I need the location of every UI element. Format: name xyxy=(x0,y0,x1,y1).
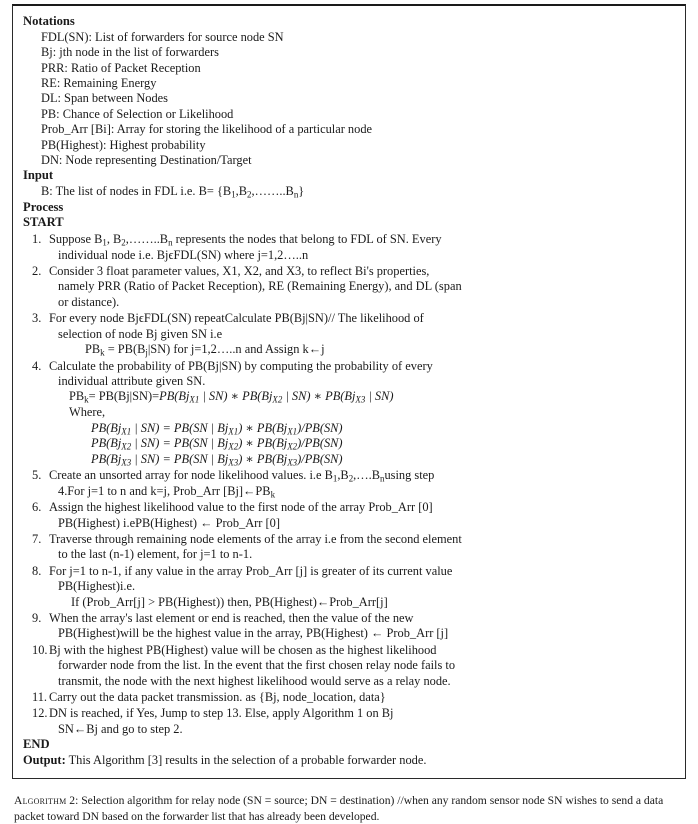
eq-term-2-end: | SN) xyxy=(282,389,311,404)
where1-c-sub: X1 xyxy=(287,425,298,436)
step1-a: Suppose B xyxy=(49,232,103,247)
algorithm-step xyxy=(23,611,675,642)
input-sub-1: 1 xyxy=(231,189,236,200)
step-number: 7. xyxy=(32,531,42,546)
step1-d: represents the nodes that belong to FDL of SN. Every xyxy=(172,232,442,247)
notation-item: FDL(SN): List of forwarders for source node SN xyxy=(41,29,284,44)
where3-b-sub: X3 xyxy=(228,457,239,468)
where1-b-sub: X1 xyxy=(228,425,239,436)
input-line xyxy=(23,184,675,199)
caption-separator: : xyxy=(75,794,82,808)
step-number: 3. xyxy=(32,311,42,326)
step-number: 1. xyxy=(32,232,42,247)
algorithm-step xyxy=(23,359,675,390)
step8-line2: PB(Highest)i.e. xyxy=(58,579,136,594)
where3-c-sub: X3 xyxy=(287,457,298,468)
step2-line3: or distance). xyxy=(58,294,120,309)
step-number: 12. xyxy=(32,706,48,721)
step5-line2 xyxy=(49,484,675,499)
step3-eq-b: = PB(B xyxy=(104,342,146,357)
end-label: END xyxy=(23,737,50,752)
step-text xyxy=(49,564,675,610)
input-mid-2: ,……..B xyxy=(251,184,294,199)
step1-line2: individual node i.e. BjϵFDL(SN) where j=1,2…..n xyxy=(58,247,309,262)
algorithm-step xyxy=(23,311,675,357)
step10-line1: Bj with the highest PB(Highest) value will be chosen as the highest likelihood xyxy=(49,642,437,657)
step4-line2: individual attribute given SN. xyxy=(58,373,206,388)
step9-line1: When the array's last element or end is reached, then the value of the new xyxy=(49,610,414,625)
step-text xyxy=(49,706,675,737)
where-equation xyxy=(23,452,675,468)
notation-item: PB: Chance of Selection or Likelihood xyxy=(41,106,234,121)
step6-line2: PB(Highest) i.ePB(Highest) ← Prob_Arr [0] xyxy=(58,515,280,530)
step5-line2-a: 4.For j=1 to n and k=j, Prob_Arr [Bj]←PB xyxy=(58,483,271,498)
notation-item: PRR: Ratio of Packet Reception xyxy=(41,60,201,75)
step3-eq-c: |SN) for j=1,2…..n and Assign k←j xyxy=(147,342,325,357)
step3-eq-sub-k: k xyxy=(100,347,105,358)
eq-term-3: PB(Bj xyxy=(325,389,356,404)
where1-a: PB(Bj xyxy=(91,420,122,435)
step3-line1: For every node BjϵFDL(SN) repeatCalculate PB(Bj|SN)// The likelihood of xyxy=(49,311,424,326)
algorithm-step xyxy=(23,468,675,499)
algorithm-step xyxy=(23,690,675,705)
step5-sub-1: 1 xyxy=(332,473,338,484)
eq-term-2: PB(Bj xyxy=(242,389,273,404)
where-equation xyxy=(23,421,675,437)
notation-item: PB(Highest): Highest probability xyxy=(41,137,206,152)
step7-line1: Traverse through remaining node elements of the array i.e from the second element xyxy=(49,531,462,546)
step1-sub-1: 1 xyxy=(102,237,107,248)
step1-c: ,……..B xyxy=(125,232,169,247)
step6-line1: Assign the highest likelihood value to the first node of the array Prob_Arr [0] xyxy=(49,500,433,515)
step-number: 9. xyxy=(32,610,42,625)
output-line xyxy=(23,753,675,768)
step-text xyxy=(49,611,675,642)
eq-lhs-a: PB xyxy=(69,389,85,404)
step2-line2: namely PRR (Ratio of Packet Reception), RE (Remaining Energy), and DL (span xyxy=(58,279,462,294)
notation-item: Bj: jth node in the list of forwarders xyxy=(41,45,219,60)
step5-sub-2: 2 xyxy=(348,473,354,484)
algorithm-step xyxy=(23,643,675,689)
step2-line1: Consider 3 float parameter values, X1, X2, and X3, to reflect Bi's properties, xyxy=(49,264,430,279)
step-number: 2. xyxy=(32,264,42,279)
output-text: This Algorithm [3] results in the selection of a probable forwarder node. xyxy=(68,752,427,767)
notations-heading: Notations xyxy=(23,14,75,28)
step1-b: , B xyxy=(106,232,122,247)
eq-lhs-sub: k xyxy=(84,394,89,405)
algorithm-page xyxy=(0,4,698,823)
where1-d: )/PB(SN) xyxy=(297,420,343,435)
output-label: Output: xyxy=(23,752,66,767)
input-mid-1: ,B xyxy=(235,184,248,199)
input-sub-3: n xyxy=(293,189,299,200)
caption-label: Algorithm xyxy=(14,794,67,808)
caption-text: Selection algorithm for relay node (SN = source; DN = destination) //when any random sensor node SN wishes to send a data packet toward DN based on the forwarder list that has already been developed. xyxy=(14,794,664,823)
input-heading: Input xyxy=(23,168,54,183)
where2-a: PB(Bj xyxy=(91,436,122,451)
where-label: Where, xyxy=(69,404,106,419)
where2-d: )/PB(SN) xyxy=(297,436,343,451)
step12-line1: DN is reached, if Yes, Jump to step 13. Else, apply Algorithm 1 on Bj xyxy=(49,706,394,721)
algorithm-step xyxy=(23,706,675,737)
eq-term-1: PB(Bj xyxy=(159,389,190,404)
eq-operator-1: ∗ xyxy=(227,389,243,404)
step-text xyxy=(49,264,675,310)
algorithm-step xyxy=(23,232,675,263)
step-number: 8. xyxy=(32,563,42,578)
caption-number: 2 xyxy=(66,794,76,808)
eq-operator-2: ∗ xyxy=(310,389,326,404)
step9-line2: PB(Highest)will be the highest value in the array, PB(Highest) ← Prob_Arr [j] xyxy=(58,626,449,641)
step10-line2: forwarder node from the list. In the event that the first chosen relay node fails to xyxy=(58,658,456,673)
input-suffix: } xyxy=(298,184,305,199)
algorithm-step xyxy=(23,532,675,563)
step1-sub-2: 2 xyxy=(121,237,126,248)
eq-term-1-end: | SN) xyxy=(199,389,228,404)
step5-a: Create an unsorted array for node likelihood values. i.e B xyxy=(49,468,333,483)
step5-line2-sub: k xyxy=(270,489,276,500)
where2-c-sub: X2 xyxy=(287,441,298,452)
step-number: 4. xyxy=(32,358,42,373)
step8-line3: If (Prob_Arr[j] > PB(Highest)) then, PB(Highest)←Prob_Arr[j] xyxy=(71,594,388,609)
where1-c: ) ∗ PB(Bj xyxy=(238,420,288,435)
where2-b-sub: X2 xyxy=(228,441,239,452)
notation-item: DN: Node representing Destination/Target xyxy=(41,153,252,168)
step3-equation xyxy=(49,342,675,357)
input-prefix: B: The list of nodes in FDL i.e. B= {B xyxy=(41,184,232,199)
step-text xyxy=(49,500,675,531)
algorithm-step xyxy=(23,264,675,310)
step10-line3: transmit, the node with the next highest likelihood would serve as a relay node. xyxy=(58,673,451,688)
input-sub-2: 2 xyxy=(247,189,252,200)
eq-lhs-b: = PB(Bj|SN)= xyxy=(88,389,160,404)
algorithm-caption xyxy=(12,793,686,823)
notation-item: RE: Remaining Energy xyxy=(41,76,157,91)
where1-b: | SN) = PB(SN | Bj xyxy=(131,420,229,435)
step3-eq-sub-j: j xyxy=(145,347,148,358)
eq-term-3-sub: X3 xyxy=(355,394,366,405)
step-number: 5. xyxy=(32,468,42,483)
step-number: 11. xyxy=(32,689,48,704)
step7-line2: to the last (n-1) element, for j=1 to n-1. xyxy=(58,547,253,562)
step-text xyxy=(49,232,675,263)
step-text xyxy=(49,643,675,689)
main-equation xyxy=(23,389,675,405)
step3-eq-a: PB xyxy=(85,342,101,357)
step1-sub-3: n xyxy=(168,237,173,248)
step5-c: ,….B xyxy=(353,468,380,483)
where2-a-sub: X2 xyxy=(121,441,132,452)
start-label: START xyxy=(23,215,64,230)
step3-line2: selection of node Bj given SN i.e xyxy=(58,326,223,341)
where3-a-sub: X3 xyxy=(121,457,132,468)
algorithm-step xyxy=(23,564,675,610)
step5-d: using step xyxy=(384,468,435,483)
where3-a: PB(Bj xyxy=(91,451,122,466)
step-number: 6. xyxy=(32,500,42,515)
algorithm-step xyxy=(23,500,675,531)
where3-d: )/PB(SN) xyxy=(297,451,343,466)
step5-b: ,B xyxy=(337,468,349,483)
notation-item: DL: Span between Nodes xyxy=(41,91,168,106)
step-text xyxy=(49,311,675,357)
where1-a-sub: X1 xyxy=(121,425,132,436)
step8-line1: For j=1 to n-1, if any value in the array Prob_Arr [j] is greater of its current value xyxy=(49,563,453,578)
step-text xyxy=(49,359,675,390)
where-equation xyxy=(23,436,675,452)
where3-b: | SN) = PB(SN | Bj xyxy=(131,451,229,466)
where3-c: ) ∗ PB(Bj xyxy=(238,451,288,466)
step11-line1: Carry out the data packet transmission. as {Bj, node_location, data} xyxy=(49,689,386,704)
step-text xyxy=(49,690,675,705)
process-heading: Process xyxy=(23,199,64,214)
step5-sub-3: n xyxy=(380,473,385,484)
step4-line1: Calculate the probability of PB(Bj|SN) by computing the probability of every xyxy=(49,358,433,373)
eq-term-3-end: | SN) xyxy=(365,389,394,404)
notation-item: Prob_Arr [Bi]: Array for storing the likelihood of a particular node xyxy=(41,122,373,137)
where2-b: | SN) = PB(SN | Bj xyxy=(131,436,229,451)
eq-term-1-sub: X1 xyxy=(189,394,200,405)
algorithm-box xyxy=(12,4,686,779)
where2-c: ) ∗ PB(Bj xyxy=(238,436,288,451)
step12-line2: SN←Bj and go to step 2. xyxy=(58,721,183,736)
step-text xyxy=(49,532,675,563)
eq-term-2-sub: X2 xyxy=(272,394,283,405)
step-text xyxy=(49,468,675,499)
step-number: 10. xyxy=(32,642,48,657)
